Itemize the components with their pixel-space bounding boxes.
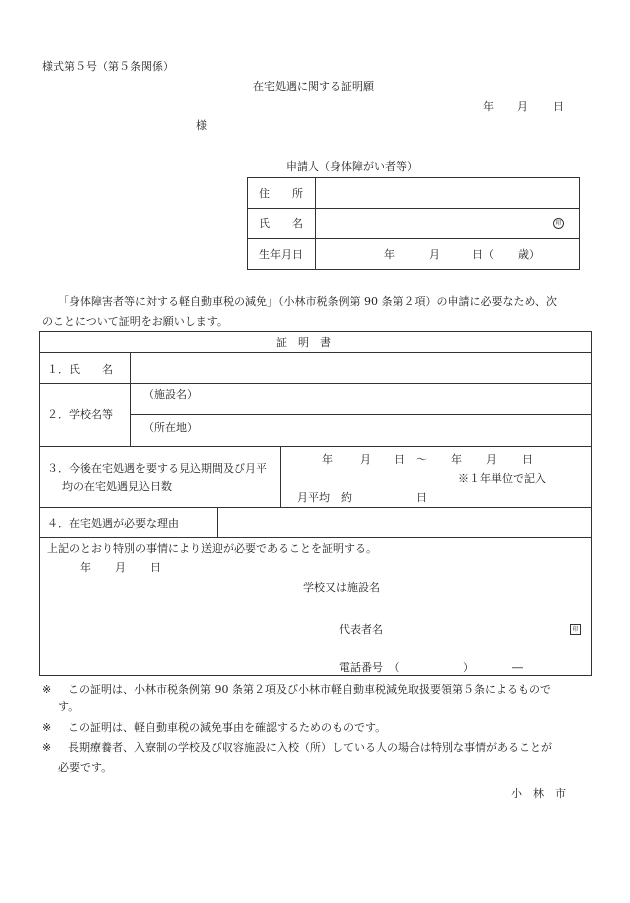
period-end-day: 日 [522, 453, 533, 466]
facility-location-field[interactable] [210, 416, 590, 445]
issuer-city: 小 林 市 [511, 787, 566, 800]
addressee-suffix: 様 [196, 119, 207, 132]
period-end-year: 年 [451, 453, 462, 466]
birth-day: 日（ [472, 248, 494, 261]
unit-note: ※１年単位で記入 [458, 472, 546, 485]
month-label: 月 [517, 100, 528, 113]
school-or-facility-label: 学校又は施設名 [303, 581, 380, 594]
note-3-line1: 長期療養者、入寮制の学校及び収容施設に入校（所）している人の場合は特別な事情があることが [68, 741, 552, 754]
row4-reason-label: ４．在宅処遇が必要な理由 [47, 517, 179, 530]
cert-day: 日 [150, 561, 161, 574]
birth-year: 年 [384, 248, 395, 261]
row2-school-label: ２．学校名等 [47, 408, 113, 421]
monthly-average-label: 月平均 約 [297, 491, 352, 504]
address-field[interactable] [317, 179, 577, 207]
applicant-table [247, 177, 580, 270]
address-label: 住 所 [259, 187, 303, 200]
period-start-year: 年 [322, 453, 333, 466]
representative-label: 代表者名 [339, 623, 383, 636]
monthly-average-day: 日 [416, 491, 427, 504]
note-1-line1: この証明は、小林市税条例第 90 条第２項及び小林市軽自動車税減免取扱要領第５条によるもので [68, 683, 551, 696]
request-text-line2: のことについて証明をお願いします。 [42, 315, 228, 328]
name-label: 氏 名 [259, 217, 303, 230]
note-3-line2: 必要です。 [58, 761, 113, 774]
period-end-month: 月 [486, 453, 497, 466]
birthdate-label: 生年月日 [259, 248, 303, 261]
note-2-line1: この証明は、軽自動車税の減免事由を確認するためのものです。 [68, 721, 387, 734]
note-1-line2: す。 [58, 700, 80, 713]
form-number: 様式第５号（第５条関係） [42, 60, 174, 73]
row3-label-line1: ３．今後在宅処遇を要する見込期間及び月平 [47, 462, 267, 475]
seal-mark: 印 [553, 218, 564, 229]
representative-seal: 印 [570, 624, 581, 635]
row3-label-line2: 均の在宅処遇見込日数 [62, 480, 172, 493]
certificate-name-field[interactable] [132, 354, 590, 382]
cert-year: 年 [80, 561, 91, 574]
note-mark: ※ [42, 683, 52, 696]
period-start-day: 日 〜 [394, 453, 427, 466]
name-field[interactable] [317, 209, 577, 237]
certificate-table [39, 331, 592, 676]
period-start-month: 月 [360, 453, 371, 466]
day-label: 日 [553, 100, 564, 113]
note-mark: ※ [42, 721, 52, 734]
birth-age: 歳） [518, 248, 540, 261]
cert-month: 月 [115, 561, 126, 574]
year-label: 年 [483, 100, 494, 113]
birth-month: 月 [429, 248, 440, 261]
applicant-heading: 申請人（身体障がい者等） [286, 160, 418, 173]
document-title: 在宅処遇に関する証明願 [253, 80, 374, 93]
phone-label: 電話番号 （ [339, 661, 400, 674]
reason-field[interactable] [219, 509, 590, 536]
request-text-line1: 「身体障害者等に対する軽自動車税の減免」（小林市税条例第 90 条第２項）の申請に必要なため、次 [58, 295, 558, 308]
row1-name-label: １．氏 名 [47, 363, 113, 376]
facility-name-label: （施設名） [143, 388, 198, 401]
note-mark: ※ [42, 741, 52, 754]
certificate-heading: 証 明 書 [276, 336, 331, 349]
facility-location-label: （所在地） [143, 421, 198, 434]
phone-close: ） [463, 661, 474, 674]
certification-statement: 上記のとおり特別の事情により送迎が必要であることを証明する。 [47, 542, 377, 555]
phone-dash: ― [512, 661, 523, 674]
facility-name-field[interactable] [210, 385, 590, 413]
